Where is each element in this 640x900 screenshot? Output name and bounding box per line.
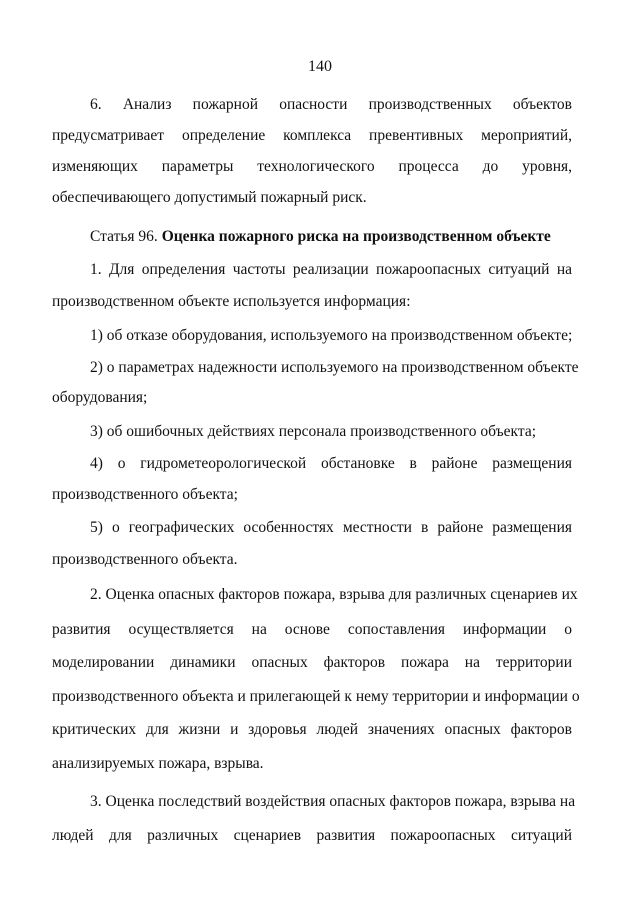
list-item-4-line-1: 4) о гидрометеорологической обстановке в районе размещения [90,455,572,472]
list-item-5-line-2: производственного объекта. [52,551,238,568]
paragraph-6-line-3: изменяющих параметры технологического процесса до уровня, [52,158,572,175]
article-heading [90,227,572,247]
point-2-line-3: моделировании динамики опасных факторов пожара на территории [52,654,572,671]
list-item-3: 3) об ошибочных действиях персонала производственного объекта; [90,423,537,440]
page-number: 140 [308,58,332,75]
list-item-5-line-1: 5) о географических особенностях местности в районе размещения [90,519,572,536]
point-3-line-1: 3. Оценка последствий воздействия опасных факторов пожара, взрыва на [90,793,576,810]
point-1-line-2: производственном объекте используется информация: [52,293,411,310]
point-2-line-6: анализируемых пожара, взрыва. [52,755,264,772]
list-item-2-line-1: 2) о параметрах надежности используемого на производственном объекте [90,359,579,376]
point-2-line-2: развития осуществляется на основе сопоставления информации о [52,621,572,638]
paragraph-6-line-2: предусматривает определение комплекса превентивных мероприятий, [52,127,572,144]
paragraph-6-line-1: 6. Анализ пожарной опасности производственных объектов [90,96,572,113]
point-1-line-1: 1. Для определения частоты реализации пожароопасных ситуаций на [90,261,572,278]
point-3-line-2: людей для различных сценариев развития пожароопасных ситуаций [52,827,572,844]
list-item-2-line-2: оборудования; [52,389,148,406]
paragraph-6-line-4: обеспечивающего допустимый пожарный риск. [52,189,367,206]
point-2-line-4: производственного объекта и прилегающей к нему территории и информации о [52,688,580,705]
article-number: Статья 96. [90,228,162,245]
list-item-4-line-2: производственного объекта; [52,486,238,503]
point-2-line-1: 2. Оценка опасных факторов пожара, взрыва для различных сценариев их [90,586,578,603]
point-2-line-5: критических для жизни и здоровья людей значениях опасных факторов [52,721,572,738]
article-title: Оценка пожарного риска на производственном объекте [161,228,551,245]
list-item-1: 1) об отказе оборудования, используемого на производственном объекте; [90,327,573,344]
